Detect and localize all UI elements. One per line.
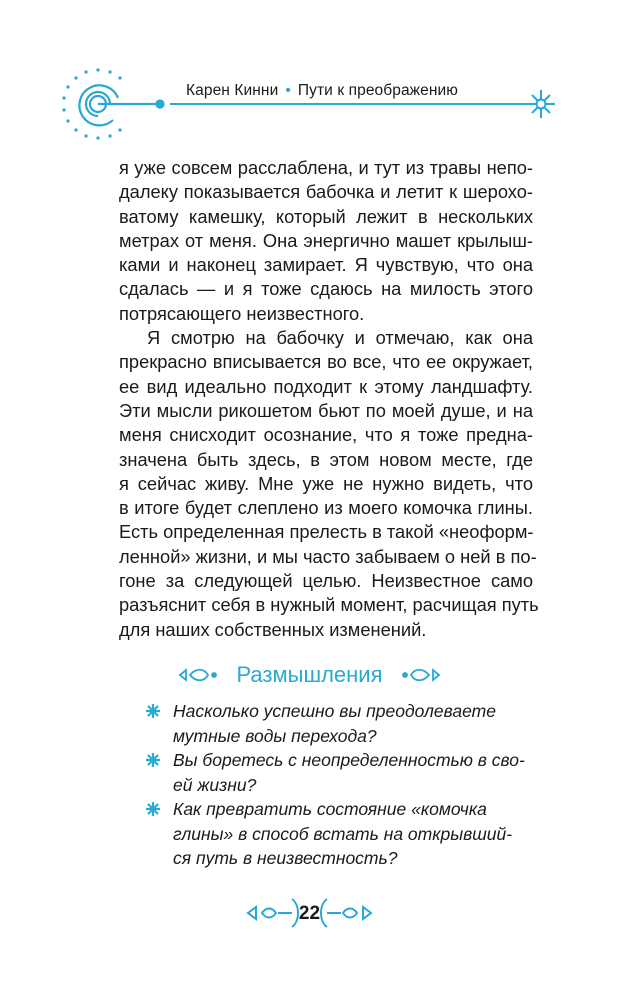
body-line: ее вид идеально подходит к этому ландшафту. xyxy=(119,375,533,397)
question-line: глины» в способ встать на открывший- xyxy=(173,823,513,844)
body-line: для наших собственных изменений. xyxy=(119,618,427,640)
body-paragraphs xyxy=(119,156,539,642)
body-line: метрах от меня. Она энергично машет крылыш- xyxy=(119,229,533,251)
body-line: ленной» жизни, и мы часто забываем о ней в по- xyxy=(119,545,537,567)
body-line: ками и наконец замирает. Я чувствую, что она xyxy=(119,254,533,276)
reflections-heading xyxy=(0,661,619,688)
body-line: я сейчас живу. Мне уже не нужно видеть, что xyxy=(119,472,533,494)
list-item xyxy=(143,748,543,797)
body-line: Есть определенная прелесть в такой «неоформ- xyxy=(119,521,534,543)
asterisk-bullet-icon xyxy=(145,801,161,817)
body-line: сдалась — и я тоже сдаюсь на милость этого xyxy=(119,278,533,300)
question-line: ей жизни? xyxy=(173,774,257,795)
sun-circle-ornament-icon xyxy=(58,62,170,152)
body-line: ватому камешку, который лежит в нескольких xyxy=(119,205,533,227)
header-book-title: Пути к преображению xyxy=(297,82,459,99)
body-line: далеку показывается бабочка и летит к шерохо- xyxy=(119,181,533,203)
body-line: Я смотрю на бабочку и отмечаю, как она xyxy=(147,327,533,349)
left-heading-ornament-icon xyxy=(178,666,218,684)
list-item xyxy=(143,699,543,748)
header-author: Карен Кинни xyxy=(186,82,279,99)
body-line: потрясающего неизвестного. xyxy=(119,302,365,324)
question-line: Вы боретесь с неопределенностью в сво- xyxy=(173,750,525,770)
asterisk-bullet-icon xyxy=(145,703,161,719)
running-header xyxy=(186,82,458,100)
question-line: Насколько успешно вы преодолеваете xyxy=(173,701,496,721)
question-line: мутные воды перехода? xyxy=(173,725,377,746)
reflection-questions xyxy=(143,699,543,871)
reflections-title: Размышления xyxy=(236,662,383,688)
body-line: я уже совсем расслаблена, и тут из травы непо- xyxy=(119,157,533,178)
star-ornament-icon xyxy=(525,88,557,120)
page-number: 22 xyxy=(298,903,321,924)
body-line: гоне за следующей целью. Неизвестное само xyxy=(119,570,533,592)
body-line: прекрасно вписывается во все, что ее окружает, xyxy=(119,351,533,373)
body-line: значена быть здесь, в этом новом месте, где xyxy=(119,448,533,470)
body-line: разъяснит себя в нужный момент, расчищая путь xyxy=(119,594,539,616)
body-line: в итоге будет слеплено из моего комочка глины. xyxy=(119,497,533,519)
header-rule xyxy=(170,103,539,105)
right-heading-ornament-icon xyxy=(401,666,441,684)
body-line: Эти мысли рикошетом бьют по моей душе, и на xyxy=(119,399,533,421)
body-line: меня снисходит осознание, что я тоже предна- xyxy=(119,424,533,446)
header-separator: • xyxy=(285,82,291,99)
question-line: ся путь в неизвестность? xyxy=(173,848,398,868)
question-line: Как превратить состояние «комочка xyxy=(173,799,487,819)
asterisk-bullet-icon xyxy=(145,752,161,768)
list-item xyxy=(143,797,543,871)
